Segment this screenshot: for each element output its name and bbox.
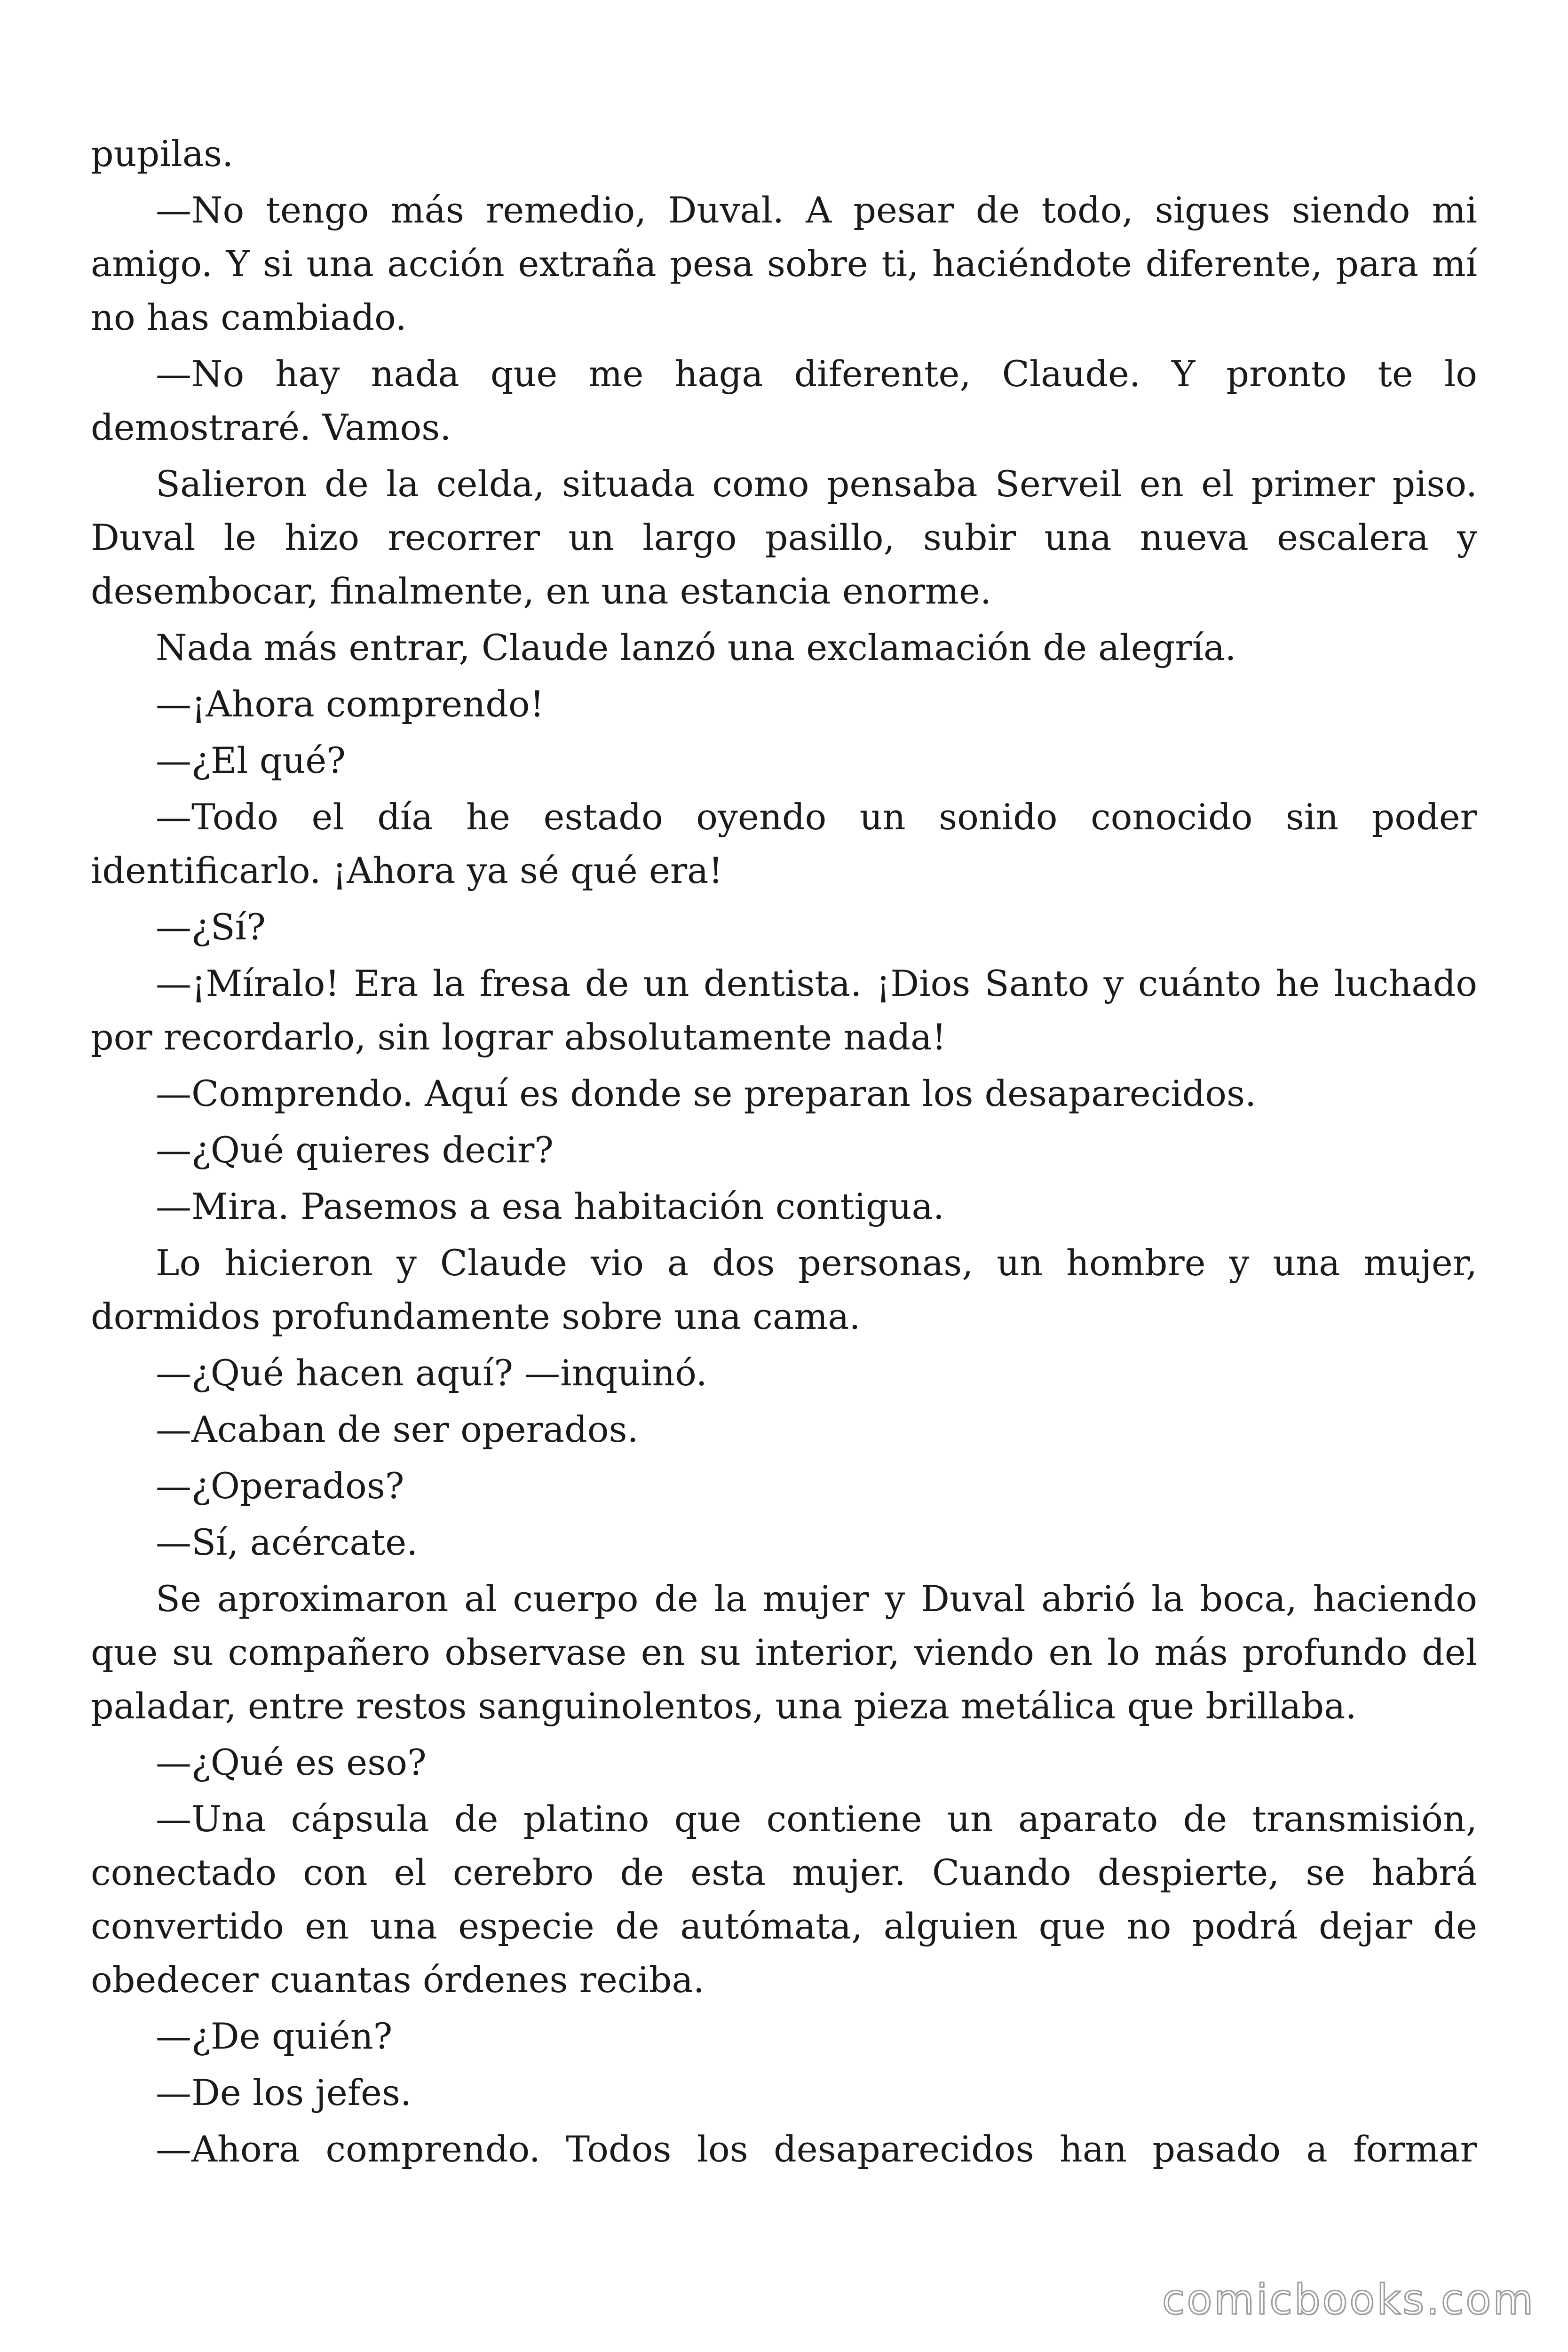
- paragraph-10: —¡Míralo! Era la fresa de un dentista. ¡Dios Santo y cuánto he luchado por recordarlo, sin lograr absolutamente nada!: [91, 962, 1477, 1058]
- paragraph-3: —No hay nada que me haga diferente, Claude. Y pronto te lo demostraré. Vamos.: [91, 353, 1477, 448]
- paragraph-9: —¿Sí?: [156, 906, 266, 948]
- watermark-text: comicbooks.com: [1162, 2275, 1535, 2324]
- paragraph-12: —¿Qué quieres decir?: [156, 1129, 554, 1171]
- paragraph-22: —¿De quién?: [156, 2015, 393, 2057]
- paragraph-6: —¡Ahora comprendo!: [156, 683, 545, 725]
- paragraph-1: pupilas.: [91, 133, 234, 175]
- paragraph-4: Salieron de la celda, situada como pensaba Serveil en el primer piso. Duval le hizo recorrer un largo pasillo, subir una nueva escalera y desembocar, finalmente, en una estancia enorme.: [91, 463, 1477, 612]
- paragraph-13: —Mira. Pasemos a esa habitación contigua.: [156, 1185, 944, 1227]
- paragraph-18: —Sí, acércate.: [156, 1521, 418, 1563]
- paragraph-15: —¿Qué hacen aquí? —inquinó.: [156, 1352, 707, 1394]
- paragraph-7: —¿El qué?: [156, 739, 346, 781]
- paragraph-8: —Todo el día he estado oyendo un sonido conocido sin poder identificarlo. ¡Ahora ya sé qué era!: [91, 796, 1477, 891]
- paragraph-14: Lo hicieron y Claude vio a dos personas, un hombre y una mujer, dormidos profundamente sobre una cama.: [91, 1242, 1477, 1337]
- paragraph-2: —No tengo más remedio, Duval. A pesar de todo, sigues siendo mi amigo. Y si una acción extraña pesa sobre ti, haciéndote diferente, para mí no has cambiado.: [91, 189, 1477, 338]
- paragraph-24: —Ahora comprendo. Todos los desaparecidos han pasado a formar: [156, 2128, 1477, 2170]
- paragraph-17: —¿Operados?: [156, 1465, 404, 1507]
- book-page: [91, 127, 1477, 2179]
- paragraph-11: —Comprendo. Aquí es donde se preparan los desaparecidos.: [156, 1073, 1257, 1114]
- paragraph-19: Se aproximaron al cuerpo de la mujer y Duval abrió la boca, haciendo que su compañero observase en su interior, viendo en lo más profundo del paladar, entre restos sanguinolentos, una pieza metálica que brillaba.: [91, 1578, 1477, 1727]
- paragraph-23: —De los jefes.: [156, 2072, 412, 2114]
- paragraph-20: —¿Qué es eso?: [156, 1741, 427, 1783]
- paragraph-16: —Acaban de ser operados.: [156, 1408, 639, 1450]
- paragraph-21: —Una cápsula de platino que contiene un aparato de transmisión, conectado con el cerebro de esta mujer. Cuando despierte, se habrá convertido en una especie de autómata, alguien que no podrá dejar de obedecer cuantas órdenes reciba.: [91, 1798, 1477, 2001]
- paragraph-5: Nada más entrar, Claude lanzó una exclamación de alegría.: [156, 627, 1236, 668]
